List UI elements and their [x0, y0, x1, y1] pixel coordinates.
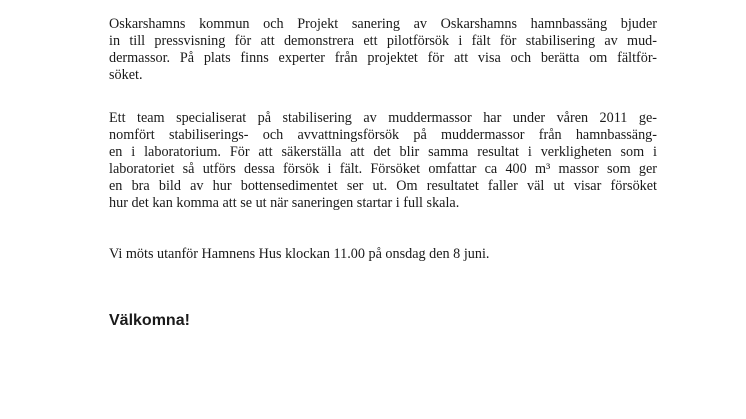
text-line: en i laboratorium. För att säkerställa att det blir samma resultat i verkligheten som i: [109, 144, 657, 160]
invitation-paragraph: [109, 16, 657, 84]
text-line: laboratoriet så utförs dessa försök i fält. Försöket omfattar ca 400 m³ massor som ger: [109, 161, 657, 177]
text-line: Vi möts utanför Hamnens Hus klockan 11.00 på onsdag den 8 juni.: [109, 246, 490, 262]
text-line: dermassor. På plats finns experter från projektet för att visa och berätta om fältför-: [109, 50, 657, 66]
text-line: hur det kan komma att se ut när saneringen startar i full skala.: [109, 195, 460, 211]
text-line: söket.: [109, 67, 143, 83]
text-line: en bra bild av hur bottensedimentet ser ut. Om resultatet faller väl ut visar försöket: [109, 178, 657, 194]
text-line: nomfört stabiliserings- och avvattningsförsök på muddermassor från hamnbassäng-: [109, 127, 657, 143]
closing-heading: Välkomna!: [109, 312, 190, 329]
meeting-info-paragraph: [109, 246, 657, 263]
text-line: in till pressvisning för att demonstrera ett pilotförsök i fält för stabilisering av mud-: [109, 33, 657, 49]
background-paragraph: [109, 110, 657, 212]
text-line: Ett team specialiserat på stabilisering av muddermassor har under våren 2011 ge-: [109, 110, 657, 126]
text-line: Oskarshamns kommun och Projekt sanering av Oskarshamns hamnbassäng bjuder: [109, 16, 657, 32]
